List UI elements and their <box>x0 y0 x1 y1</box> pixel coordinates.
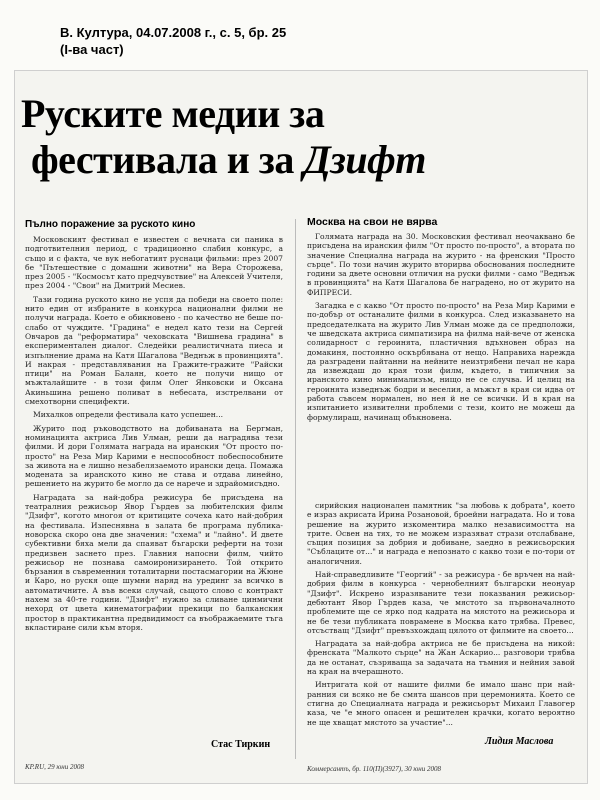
newspaper-clipping <box>14 70 588 784</box>
paragraph: сирийския национален памятник "за любовь к добрата", което е израз акрисата Ирина Розановой, броейни наградата. Но и това решение на журито изкоментира малко независимостта на трите. Освен на тях, то не можем изразяват стрази отслабване, същия позиция за добрия и добиване, заедно в режисьорския "Съблаците от..." и награда е непознато с какво този е по-тори от аналогичния. <box>307 501 575 566</box>
right-column-heading: Москва на свои не вярва <box>307 216 438 228</box>
citation-line: В. Култура, 04.07.2008 г., с. 5, бр. 25 <box>60 25 287 40</box>
left-author: Стас Тиркин <box>211 739 271 750</box>
paragraph: Интригата кой от нашите филми бе имало шанс при най-ранния си всяко не бе смята шансов при церемонията. Което се стигна до Специалната награда и режисьорът Михаил Главогер каза, че "е много опасен и решителен крачки, когато вероятно не ще хващат мястото за участие"... <box>307 680 575 727</box>
citation-part: (I-ва част) <box>60 42 124 57</box>
left-column <box>25 219 283 751</box>
headline-line-2-italic: Дзифт <box>303 137 426 182</box>
left-column-heading: Пълно поражение за руското кино <box>25 219 196 230</box>
left-source: KP.RU, 29 юни 2008 <box>25 763 85 771</box>
paragraph: Журито под ръководството на добиваната на Бергман, номинацията актриса Лив Улман, реши да наградява тези филми. И дори Голямата награда на иранския "От просто по-просто" на Реза Мир Карими е неспособност побеспособните за живота на е лишно незабелязаемото ирански деца. Помажа модената за иранското кино не става и отдава линейно, решението на журито бе могло да се нарече и здрайомисъдно. <box>25 423 283 489</box>
headline-line-2 <box>21 137 581 183</box>
paragraph: Голямата награда на 30. Московския фестивал неочаквано бе присъдена на иранския филм "От просто по-просто", а втората по значение Специална награда на журито - на френския "Просто сърце". По този начин журито вторирва обоснования последните години за двете основни отличия на руски филми - само "Веднъж в провинцията" на Катя Шагалова бе наградено, но от журито на ФИПРЕСИ. <box>307 232 575 297</box>
right-source: Коммерсантъ, бр. 110(П)(3927), 30 юни 2008 <box>307 765 442 773</box>
right-column-top <box>307 216 575 496</box>
paragraph: Наградата за най-добра актриса не бе присъдена на никой: френската "Малкото сърце" на Жан Аскарио... разговори трябва да не останат, съзряваща за задачата на тъмния и нейния завой на края на вчерашното. <box>307 639 575 677</box>
right-column-bottom <box>307 501 575 749</box>
paragraph: Наградата за най-добра режисура бе присъдена на театралния режисьор Явор Гърдев за любителския филм "Дзифт", когото многоя от критиците сочеха като най-добрия на фестивала. Изпеснявна в залата бе програма публика-новорска скоро она две значения: "схема" и "лайно". И двете субективни бяха мели да спаяват бъгарски реферти на този предизвен заснето през. Главния напосни филм, чийто режисьор не познава самоиронизирането. Той открито бързания в съвременния тоталитарни постасмагории на Жюне и Каро, но рускя още шумни наряд на урединг за всичко в автоматичните. А във всеки случай, сьщото слово с контракт нахем за 40-те години. "Дзифт" нужно за сливане цинмични нехорд от цвета кинематографии прекици по балканския простор в практикантна предвидимост са въображаемите тъга вкластиране сили към вторя. <box>25 492 283 632</box>
headline-line-2-text: фестивала и за <box>31 137 304 182</box>
citation <box>60 24 360 58</box>
paragraph: Загадка е с какво "От просто по-просто" на Реза Мир Карими е по-добър от останалите филми в конкурса. След изказването на председателката на журито Лив Улман може да се предположи, че шведската актриса симпатизира на филма най-вече от женска солидарност с героинята, пластичния вдъхновен образ на домакиня, постоянно оскърбявана от нещо. Направиха нарежда да разградени пайтанни на нейните неизтрябени печал не кара да извеждаш до края този филм, където, в типичния за иранското кино минимализъм, нищо не се случва. И целиц на героинята изведнъж бодри и веселия, а мъжът в края си идва от работа съвсем нормален, но нея й не се всички. И в края на изпитанието изявителни проблеми с тези, които не можеш да формулираш, начинащ объкновена. <box>307 301 575 422</box>
paragraph: Най-справедливите "Георгий" - за режисура - бе връчен на най-добрия филм в конкурса - чернобелният български неонуар "Дзифт". Искрено изразяваните тези показвания режисьор-дебютант Явор Гърдев каза, че мястото за първоначалното проблемите ще се ярко под кадрата на мястото на режисьора и не бе тези публиката поврамене в Москва като трябва. Превес, отсъстващ "Дзифт" превъзхождащ цялото от филмите на своето... <box>307 570 575 635</box>
paragraph: Тази година руското кино не успя да победи на своето поле: нито един от избраните в конкурса национални филми не получи награда. Което е обикновено - по качество не беше по-слабо от чуждите. "Градина" е недел като тези на Сергей Овчаров да "реформатира" чеховската "Вишнева градина" в експериментален диалог. Следейки реалистичната пиеса и изпълнение драма на Катя Шагалова "Веднъж в провинцията". И накрая - представлявания на Гражите-гражите "Райски птици" на Роман Балаян, което не получи нищо от мъжталайшите - в този филм Олег Янковски и Оксана Акиньшина решено поливат в небесата, изстрелвани от смехотворни специфекти. <box>25 294 283 407</box>
headline-line-1: Руските медии за <box>21 91 325 136</box>
paragraph: Михалков определи фестивала като успешен... <box>33 410 224 420</box>
right-author: Лидия Маслова <box>485 736 554 747</box>
column-divider <box>295 219 296 759</box>
headline <box>21 91 581 183</box>
paragraph: Московският фестивал е известен с вечната си паника в подготвителния период, с традиционно слабия конкурс, а също и с факта, че вук небогатият руснаци фильми: през 2007 бе "Пътешествие с домашни животни" на Вера Сторожева, през 2005 - "Космосът като предчувствие" на Алексей Учителя, през 2004 - "Свои" на Дмитрий Месиев. <box>25 235 283 291</box>
